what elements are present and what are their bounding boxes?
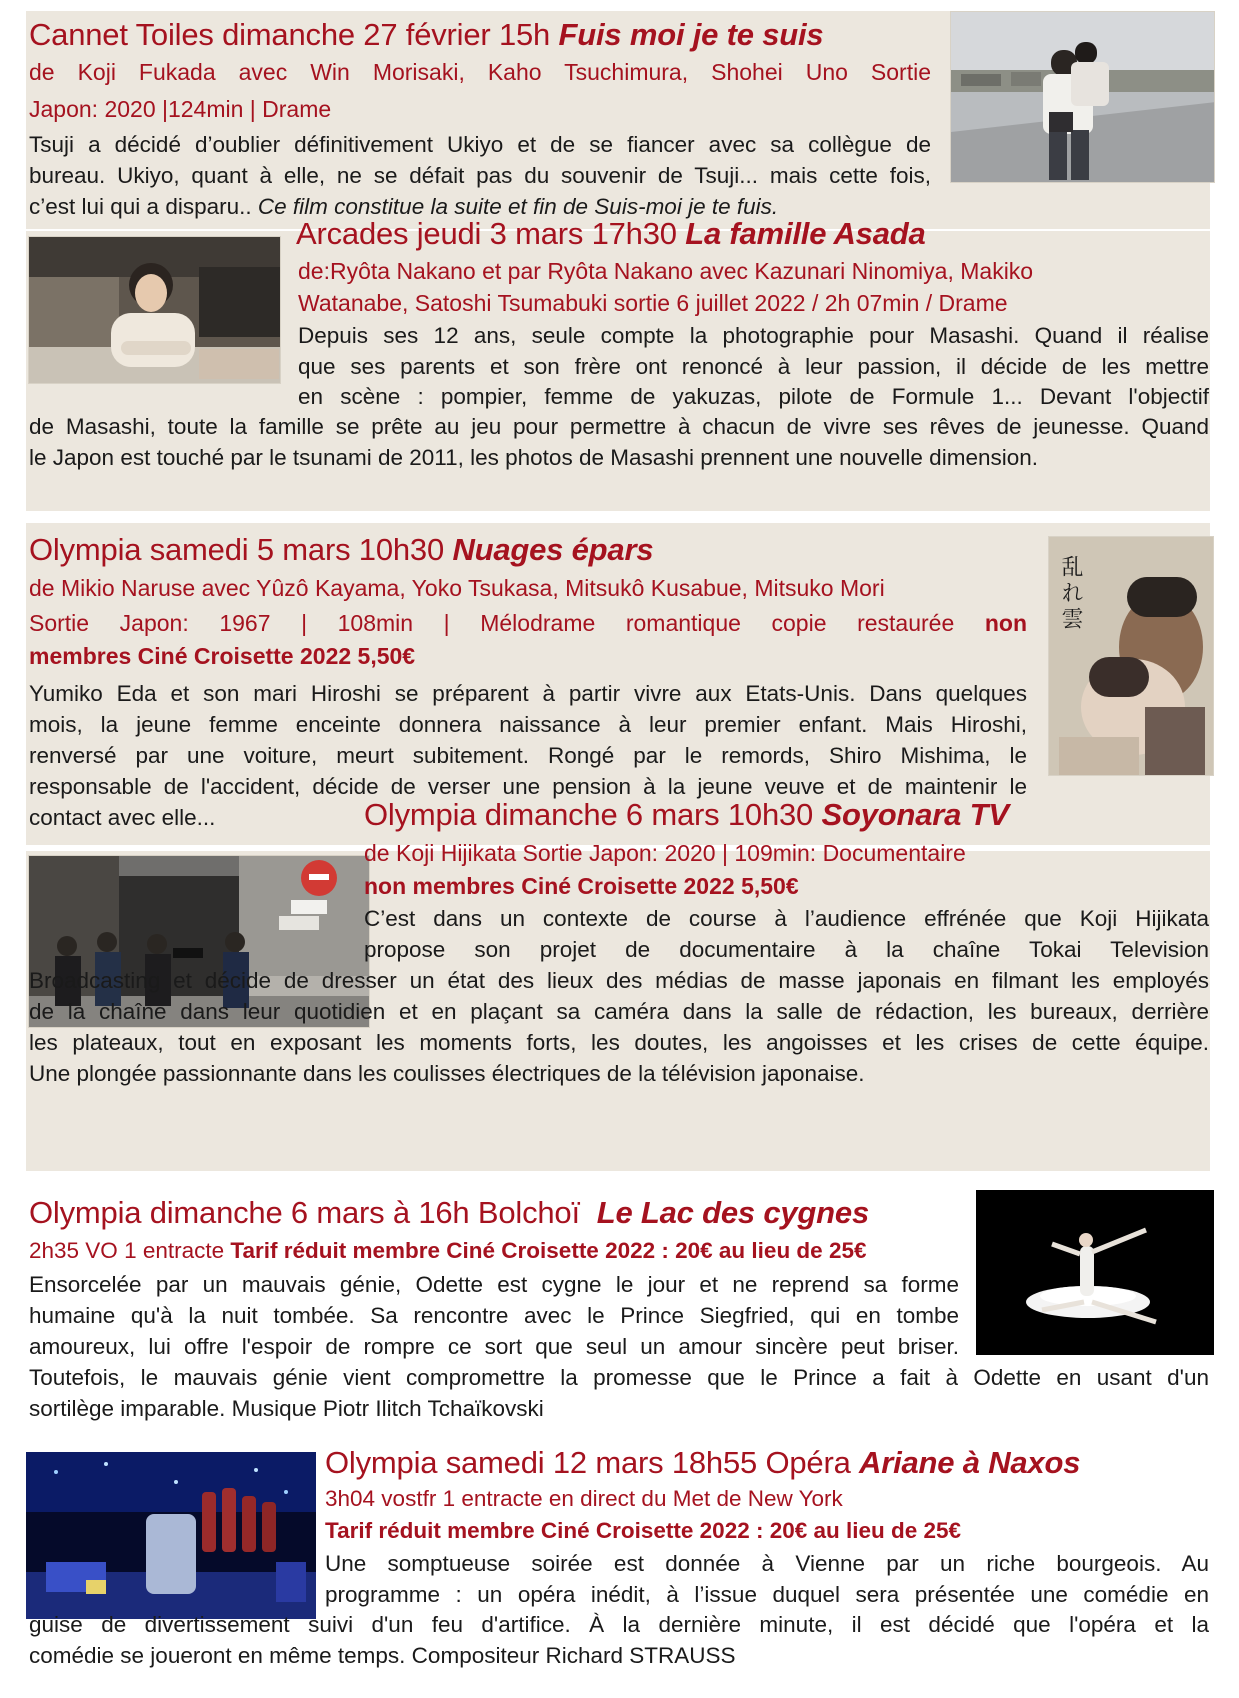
event-3-poster-text: 乱れ雲 [1058, 555, 1083, 633]
event-4-heading: Olympia dimanche 6 mars 10h30 Soyonara TV [364, 797, 1009, 832]
event-5-synopsis-line-4: Toutefois, le mauvais génie vient compromettre la promesse que le Prince a fait à Odette en usant d'un [29, 1365, 1209, 1390]
event-3-heading: Olympia samedi 5 mars 10h30 Nuages épars [29, 532, 654, 567]
event-1-credits-line-2: Japon: 2020 |124min | Drame [29, 96, 332, 122]
event-4-price: non membres Ciné Croisette 2022 5,50€ [364, 873, 799, 899]
event-5-synopsis-line-5: sortilège imparable. Musique Piotr Ilitch Tchaïkovski [29, 1396, 544, 1421]
event-2-photo [28, 236, 281, 384]
event-1-title: Fuis moi je te suis [558, 17, 824, 52]
event-2-credits-line-1: de:Ryôta Nakano et par Ryôta Nakano avec Kazunari Ninomiya, Makiko [298, 258, 1034, 284]
event-5-price: Tarif réduit membre Ciné Croisette 2022 : 20€ au lieu de 25€ [230, 1238, 867, 1263]
event-3-synopsis-line-3: renversé par une voiture, meurt subitement. Rongé par le remords, Shiro Mishima, le [29, 743, 1027, 768]
event-4-title: Soyonara TV [821, 797, 1009, 832]
event-1-synopsis-line-1: Tsuji a décidé d’oublier définitivement Ukiyo et de se fiancer avec sa collègue de [29, 132, 931, 157]
event-4-synopsis-line-3: Broadcasting et décide de dresser un état des lieux des médias de masse japonais en filmant les employés [29, 968, 1209, 993]
event-3-synopsis-line-5: contact avec elle... [29, 805, 216, 830]
event-6-photo [26, 1452, 316, 1619]
event-6-heading: Olympia samedi 12 mars 18h55 Opéra Ariane à Naxos [325, 1445, 1081, 1480]
event-3-synopsis-line-2: mois, la jeune femme enceinte donnera naissance à leur premier enfant. Mais Hiroshi, [29, 712, 1027, 737]
event-5-synopsis-line-3: amoureux, lui offre l'espoir de rompre ce sort que seul un amour sincère peut briser. [29, 1334, 959, 1359]
event-1-heading: Cannet Toiles dimanche 27 février 15h Fuis moi je te suis [29, 17, 824, 52]
event-3-title: Nuages épars [452, 532, 654, 567]
event-2-synopsis-line-3: en scène : pompier, femme de yakuzas, pilote de Formule 1... Devant l'objectif [298, 384, 1209, 409]
event-3-synopsis-line-1: Yumiko Eda et son mari Hiroshi se préparent à partir vivre aux Etats-Unis. Dans quelques [29, 681, 1027, 706]
event-1-synopsis-line-2: bureau. Ukiyo, quant à elle, ne se défait pas du souvenir de Tsuji... mais cette fois, [29, 163, 931, 188]
event-6-synopsis-line-3: guise de divertissement suivi d'un feu d'artifice. À la dernière minute, il est décidé que l'opéra et la [29, 1612, 1209, 1637]
event-3-synopsis-line-4: responsable de l'accident, décide de verser une pension à la jeune veuve et de maintenir le [29, 774, 1027, 799]
event-4-synopsis-line-4: de la chaîne dans leur quotidien et en plaçant sa caméra dans la salle de rédaction, les bureaux, derrière [29, 999, 1209, 1024]
event-1-synopsis-note: Ce film constitue la suite et fin de Suis-moi je te fuis. [257, 194, 779, 219]
event-4-credits-line-1: de Koji Hijikata Sortie Japon: 2020 | 109min: Documentaire [364, 840, 966, 866]
event-2-heading: Arcades jeudi 3 mars 17h30 La famille Asada [296, 216, 926, 251]
event-2-synopsis-line-1: Depuis ses 12 ans, seule compte la photographie pour Masashi. Quand il réalise [298, 323, 1209, 348]
event-4-synopsis-line-2: propose son projet de documentaire à la chaîne Tokai Television [364, 937, 1209, 962]
event-3-price-line: membres Ciné Croisette 2022 5,50€ [29, 643, 416, 669]
event-6-price: Tarif réduit membre Ciné Croisette 2022 : 20€ au lieu de 25€ [325, 1518, 962, 1543]
event-4-synopsis-line-5: les plateaux, tout en exposant les moments forts, les doutes, les angoisses et les crises de cette équipe. [29, 1030, 1209, 1055]
event-5-title: Le Lac des cygnes [596, 1195, 869, 1230]
event-2-synopsis-line-2: que ses parents et son frère ont renoncé à leur passion, il décide de les mettre [298, 354, 1209, 379]
event-6-synopsis-line-4: comédie se joueront en même temps. Compositeur Richard STRAUSS [29, 1643, 736, 1668]
event-5-synopsis-line-1: Ensorcelée par un mauvais génie, Odette est cygne le jour et ne reprend sa forme [29, 1272, 959, 1297]
event-5-photo [976, 1190, 1214, 1355]
event-1-synopsis-line-3: c’est lui qui a disparu.. Ce film constitue la suite et fin de Suis-moi je te fuis. [29, 194, 779, 219]
event-3-credits-line-2: Sortie Japon: 1967 | 108min | Mélodrame romantique copie restaurée non [29, 610, 1027, 636]
event-5-heading: Olympia dimanche 6 mars à 16h Bolchoï Le Lac des cygnes [29, 1195, 869, 1230]
event-4-synopsis-line-6: Une plongée passionnante dans les coulisses électriques de la télévision japonaise. [29, 1061, 865, 1086]
event-1-photo [950, 11, 1215, 183]
event-2-synopsis-line-4: de Masashi, toute la famille se prête au jeu pour permettre à chacun de vivre ses rêves de jeunesse. Quand [29, 414, 1209, 439]
event-5-info-line [29, 1240, 866, 1263]
event-1-credits-line-1: de Koji Fukada avec Win Morisaki, Kaho Tsuchimura, Shohei Uno Sortie [29, 59, 931, 85]
event-2-title: La famille Asada [685, 216, 926, 251]
event-6-title: Ariane à Naxos [859, 1445, 1081, 1480]
event-3-price-part-1: non [984, 610, 1027, 636]
event-3-poster [1048, 536, 1214, 776]
event-5-info: 2h35 VO 1 entracte [29, 1238, 225, 1263]
event-4-synopsis-line-1: C’est dans un contexte de course à l’audience effrénée que Koji Hijikata [364, 906, 1209, 931]
event-5-synopsis-line-2: humaine qu'à la nuit tombée. Sa rencontre avec le Prince Siegfried, qui en tombe [29, 1303, 959, 1328]
event-3-credits-line-1: de Mikio Naruse avec Yûzô Kayama, Yoko Tsukasa, Mitsukô Kusabue, Mitsuko Mori [29, 575, 885, 601]
event-2-credits-line-2: Watanabe, Satoshi Tsumabuki sortie 6 juillet 2022 / 2h 07min / Drame [298, 290, 1008, 316]
event-2-synopsis-line-5: le Japon est touché par le tsunami de 2011, les photos de Masashi prennent une nouvelle dimension. [29, 445, 1038, 470]
event-6-synopsis-line-1: Une somptueuse soirée est donnée à Vienne par un riche bourgeois. Au [325, 1551, 1209, 1576]
event-6-info: 3h04 vostfr 1 entracte en direct du Met de New York [325, 1486, 843, 1511]
event-6-synopsis-line-2: programme : un opéra inédit, à l’issue duquel sera présentée une comédie en [325, 1582, 1209, 1607]
